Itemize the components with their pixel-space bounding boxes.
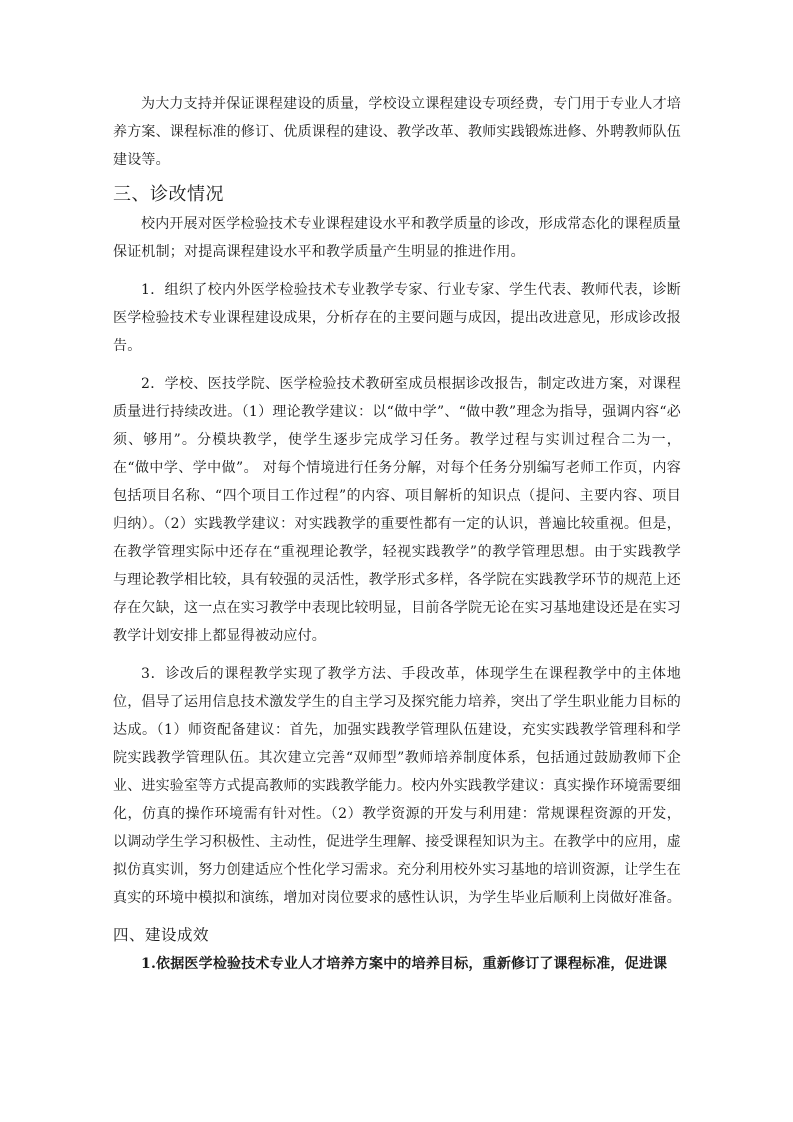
paragraph-diagnosis-intro: 校内开展对医学检验技术专业课程建设水平和教学质量的诊改，形成常态化的课程质量保证机制；对提高课程建设水平和教学质量产生明显的推进作用。 [113,216,681,260]
paragraph-diagnosis-item-1: 1．组织了校内外医学检验技术专业教学专家、行业专家、学生代表、教师代表，诊断医学检验技术专业课程建设成果，分析存在的主要问题与成因，提出改进意见，形成诊改报告。 [113,282,681,354]
section-heading-diagnosis: 三、诊改情况 [113,184,224,205]
paragraph-diagnosis-item-2: 2．学校、医技学院、医学检验技术教研室成员根据诊改报告，制定改进方案，对课程质量进行持续改进。（1）理论教学建议：以“做中学”、“做中教”理念为指导，强调内容“必须、够用”。分模块教学，使学生逐步完成学习任务。教学过程与实训过程合二为一，在“做中学、学中做”。 对每个情境进行任务分解，对每个任务分别编写老师工作页，内容包括项目名称、“四个项目工作过程”的内容、项目解析的知识点（提问、主要内容、项目归纳）。（2）实践教学建议：对实践教学的重要性都有一定的认识，普遍比较重视。但是，在教学管理实际中还存在“重视理论教学，轻视实践教学”的教学管理思想。由于实践教学与理论教学相比较，具有较强的灵活性，教学形式多样，各学院在实践教学环节的规范上还存在欠缺，这一点在实习教学中表现比较明显，目前各学院无论在实习基地建设还是在实习教学计划安排上都显得被动应付。 [113,376,681,644]
section-heading-outcomes: 四、建设成效 [113,926,210,944]
document-body [113,90,681,978]
paragraph-diagnosis-item-3: 3．诊改后的课程教学实现了教学方法、手段改革，体现学生在课程教学中的主体地位，倡导了运用信息技术激发学生的自主学习及探究能力培养，突出了学生职业能力目标的达成。（1）师资配备建议：首先，加强实践教学管理队伍建设，充实实践教学管理科和学院实践教学管理队伍。其次建立完善“双师型”教师培养制度体系，包括通过鼓励教师下企业、进实验室等方式提高教师的实践教学能力。校内外实践教学建议：真实操作环境需要细化，仿真的操作环境需有针对性。（2）教学资源的开发与利用建：常规课程资源的开发，以调动学生学习积极性、主动性，促进学生理解、接受课程知识为主。在教学中的应用，虚拟仿真实训，努力创建适应个性化学习需求。充分利用校外实习基地的培训资源，让学生在真实的环境中模拟和演练，增加对岗位要求的感性认识，为学生毕业后顺利上岗做好准备。 [113,666,681,906]
paragraph-funding: 为大力支持并保证课程建设的质量，学校设立课程建设专项经费，专门用于专业人才培养方案、课程标准的修订、优质课程的建设、教学改革、教师实践锻炼进修、外聘教师队伍建设等。 [113,96,681,168]
paragraph-outcomes-item-1: 1.依据医学检验技术专业人才培养方案中的培养目标，重新修订了课程标准，促进课 [141,956,668,972]
